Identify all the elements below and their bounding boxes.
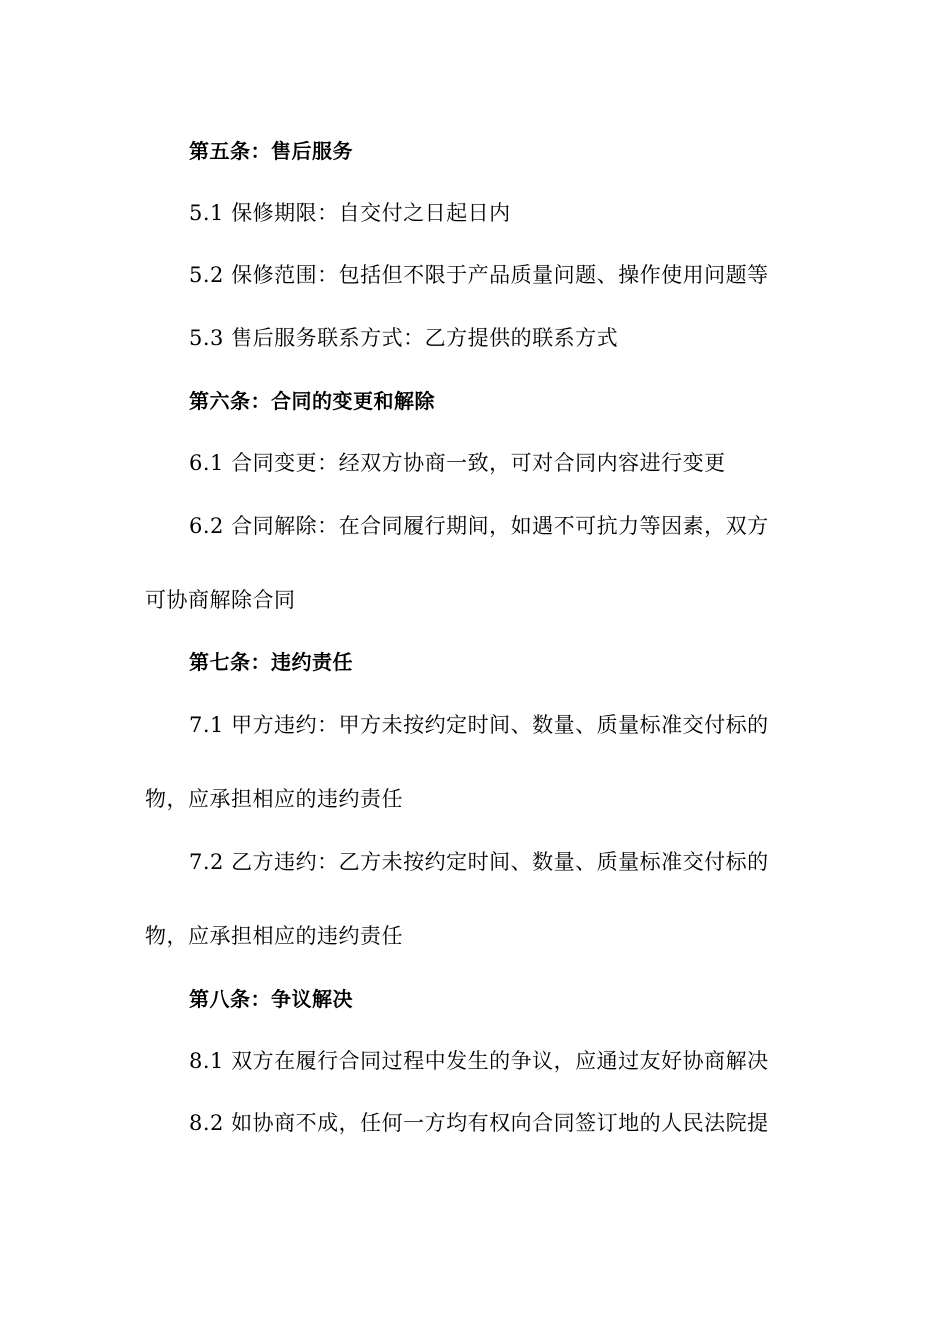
clause-paragraph: 5.2 保修范围：包括但不限于产品质量问题、操作使用问题等: [189, 263, 769, 287]
clause-paragraph: 5.1 保修期限：自交付之日起日内: [189, 201, 511, 225]
clause-paragraph: 7.1 甲方违约：甲方未按约定时间、数量、质量标准交付标的: [189, 713, 769, 737]
clause-continuation: 物，应承担相应的违约责任: [145, 787, 403, 811]
section-heading: 第六条：合同的变更和解除: [189, 389, 435, 413]
section-heading: 第七条：违约责任: [189, 650, 353, 674]
clause-paragraph: 5.3 售后服务联系方式：乙方提供的联系方式: [189, 326, 619, 350]
clause-continuation: 物，应承担相应的违约责任: [145, 924, 403, 948]
clause-paragraph: 6.2 合同解除：在合同履行期间，如遇不可抗力等因素，双方: [189, 514, 769, 538]
clause-paragraph: 8.2 如协商不成，任何一方均有权向合同签订地的人民法院提: [189, 1111, 769, 1135]
section-heading: 第八条：争议解决: [189, 987, 353, 1011]
clause-paragraph: 6.1 合同变更：经双方协商一致，可对合同内容进行变更: [189, 451, 726, 475]
clause-continuation: 可协商解除合同: [145, 588, 296, 612]
clause-paragraph: 7.2 乙方违约：乙方未按约定时间、数量、质量标准交付标的: [189, 850, 769, 874]
section-heading: 第五条：售后服务: [189, 139, 353, 163]
clause-paragraph: 8.1 双方在履行合同过程中发生的争议，应通过友好协商解决: [189, 1049, 769, 1073]
